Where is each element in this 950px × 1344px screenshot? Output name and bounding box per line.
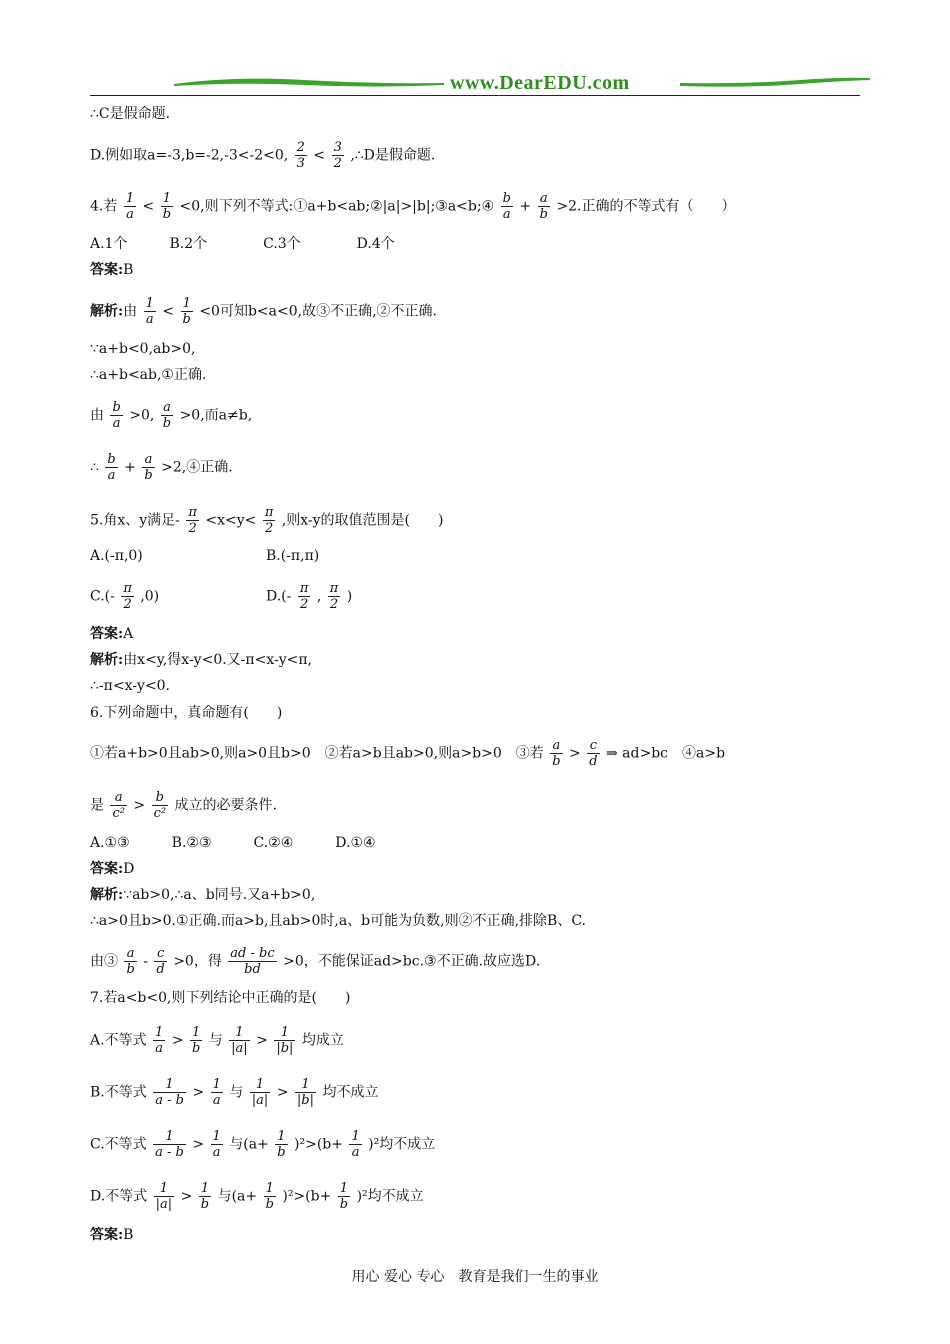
fraction: $\frac{a}{b}$ (144, 452, 153, 483)
fraction: $\frac{c}{d}$ (589, 738, 598, 769)
fraction: $\frac{1}{b}$ (162, 191, 172, 222)
text-line: 由 $\frac{b}{a}$ >0, $\frac{a}{b}$ >0,而a≠b, (90, 400, 253, 431)
page-header (90, 66, 860, 100)
fraction: $\frac{2}{3}$ (296, 140, 305, 171)
fraction: $\frac{\pi}{2}$ (299, 581, 309, 612)
fraction: $\frac{b}{a}$ (107, 452, 116, 483)
text-line: ∴ $\frac{b}{a}$ + $\frac{a}{b}$ >2,④正确. (90, 452, 233, 483)
fraction: $\frac{1}{a}$ (125, 191, 135, 222)
fraction: $\frac{1}{b}$ (265, 1181, 274, 1212)
question-4-options: A.1个 B.2个 C.3个 D.4个 (90, 236, 395, 252)
question-7-option-b: B.不等式 $\frac{1}{a - b}$ > $\frac{1}{a}$ 与 $\frac{1}{|a|}$ > $\frac{1}{|b|}$ 均不成立 (90, 1077, 379, 1108)
question-5-option-a: A.(-π,0) (90, 548, 143, 564)
fraction: $\frac{\pi}{2}$ (188, 505, 197, 536)
question-7-answer: 答案:B (90, 1227, 134, 1243)
question-6-answer: 答案:D (90, 861, 135, 877)
fraction: $\frac{a}{\text{c²}}$ (112, 790, 125, 821)
fraction: $\frac{1}{b}$ (200, 1181, 210, 1212)
question-7: 7.若a<b<0,则下列结论中正确的是( ) (90, 990, 351, 1006)
text-line: ∵a+b<0,ab>0, (90, 341, 196, 357)
text-line: ∴C是假命题. (90, 106, 171, 122)
fraction: $\frac{a}{b}$ (552, 738, 561, 769)
text-line: ∴-π<x-y<0. (90, 678, 170, 694)
fraction: $\frac{1}{a}$ (145, 296, 154, 327)
question-6-explanation: 解析:∵ab>0,∴a、b同号.又a+b>0, (90, 887, 316, 903)
fraction: $\frac{1}{|b|}$ (296, 1077, 315, 1108)
fraction: $\frac{b}{\text{c²}}$ (153, 790, 167, 821)
fraction: $\frac{1}{a - b}$ (155, 1077, 184, 1108)
question-6-options: A.①③ B.②③ C.②④ D.①④ (90, 835, 376, 851)
question-6-statements-cont: 是 $\frac{a}{\text{c²}}$ > $\frac{b}{\text{c²}}$ 成立的必要条件. (90, 790, 277, 821)
page-footer: 用心 爱心 专心 教育是我们一生的事业 (351, 1269, 599, 1285)
question-7-option-c: C.不等式 $\frac{1}{a - b}$ > $\frac{1}{a}$ 与(a+ $\frac{1}{b}$ )²>(b+ $\frac{1}{a}$ )²均不成立 (90, 1129, 436, 1160)
question-5: 5.角x、y满足- $\frac{\pi}{2}$ <x<y< $\frac{\pi}{2}$ ,则x-y的取值范围是( ) (90, 505, 444, 536)
question-4: 4.若 $\frac{1}{a}$ < $\frac{1}{b}$ <0,则下列不等式:①a+b<ab;②|a|>|b|;③a<b;④ $\frac{b}{a}$ + $\frac{a}{b}$ >2.正确的不等式有（ ） (90, 191, 736, 222)
question-7-option-d: D.不等式 $\frac{1}{|a|}$ > $\frac{1}{b}$ 与(a+ $\frac{1}{b}$ )²>(b+ $\frac{1}{b}$ )²均不成立 (90, 1181, 424, 1212)
fraction: $\frac{ad - bc}{bd}$ (230, 946, 275, 977)
fraction: $\frac{1}{b}$ (191, 1025, 201, 1056)
text-line: D.例如取a=-3,b=-2,-3<-2<0, $\frac{2}{3}$ < $\frac{3}{2}$ ,∴D是假命题. (90, 140, 436, 171)
fraction: $\frac{a}{b}$ (539, 191, 548, 222)
fraction: $\frac{1}{b}$ (182, 296, 191, 327)
fraction: $\frac{\pi}{2}$ (329, 581, 339, 612)
header-rule (90, 95, 860, 96)
question-5-option-d: D.(- $\frac{\pi}{2}$ , $\frac{\pi}{2}$ ) (266, 581, 353, 612)
fraction: $\frac{1}{a}$ (155, 1025, 164, 1056)
text-line: 由③ $\frac{a}{b}$ - $\frac{c}{d}$ >0，得 $\frac{ad - bc}{bd}$ >0，不能保证ad>bc.③不正确.故应选D. (90, 946, 541, 977)
fraction: $\frac{1}{b}$ (277, 1129, 286, 1160)
fraction: $\frac{1}{|b|}$ (276, 1025, 294, 1056)
question-5-option-b: B.(-π,π) (266, 548, 320, 564)
question-4-explanation: 解析:由 $\frac{1}{a}$ < $\frac{1}{b}$ <0可知b<a<0,故③不正确,②不正确. (90, 296, 437, 327)
fraction: $\frac{3}{2}$ (333, 140, 342, 171)
left-wave-decoration (174, 74, 444, 90)
question-5-option-c: C.(- $\frac{\pi}{2}$ ,0) (90, 581, 160, 612)
fraction: $\frac{1}{a}$ (351, 1129, 360, 1160)
fraction: $\frac{1}{b}$ (339, 1181, 349, 1212)
text-line: ∴a+b<ab,①正确. (90, 367, 207, 383)
fraction: $\frac{1}{|a|}$ (251, 1077, 269, 1108)
fraction: $\frac{1}{a - b}$ (155, 1129, 184, 1160)
fraction: $\frac{1}{a}$ (212, 1129, 221, 1160)
fraction: $\frac{1}{|a|}$ (231, 1025, 248, 1056)
fraction: $\frac{b}{a}$ (502, 191, 511, 222)
fraction: $\frac{\pi}{2}$ (264, 505, 274, 536)
fraction: $\frac{b}{a}$ (112, 400, 121, 431)
question-5-explanation: 解析:由x<y,得x-y<0.又-π<x-y<π, (90, 652, 313, 668)
text-line: ∴a>0且b>0.①正确.而a>b,且ab>0时,a、b可能为负数,则②不正确,排除B、C. (90, 913, 586, 929)
question-4-answer: 答案:B (90, 262, 134, 278)
fraction: $\frac{a}{b}$ (162, 400, 172, 431)
fraction: $\frac{1}{|a|}$ (155, 1181, 173, 1212)
question-7-option-a: A.不等式 $\frac{1}{a}$ > $\frac{1}{b}$ 与 $\frac{1}{|a|}$ > $\frac{1}{|b|}$ 均成立 (90, 1025, 344, 1056)
fraction: $\frac{1}{a}$ (212, 1077, 221, 1108)
site-logo: www.DearEDU.com (450, 72, 630, 94)
question-6: 6.下列命题中，真命题有( ) (90, 705, 283, 721)
fraction: $\frac{a}{b}$ (126, 946, 135, 977)
question-6-statements: ①若a+b>0且ab>0,则a>0且b>0 ②若a>b且ab>0,则a>b>0 ③若 $\frac{a}{b}$ > $\frac{c}{d}$ ⇒ ad>bc ④a>b (90, 738, 726, 769)
right-wave-decoration (680, 74, 870, 90)
question-5-answer: 答案:A (90, 626, 134, 642)
fraction: $\frac{\pi}{2}$ (123, 581, 132, 612)
fraction: $\frac{c}{d}$ (156, 946, 165, 977)
